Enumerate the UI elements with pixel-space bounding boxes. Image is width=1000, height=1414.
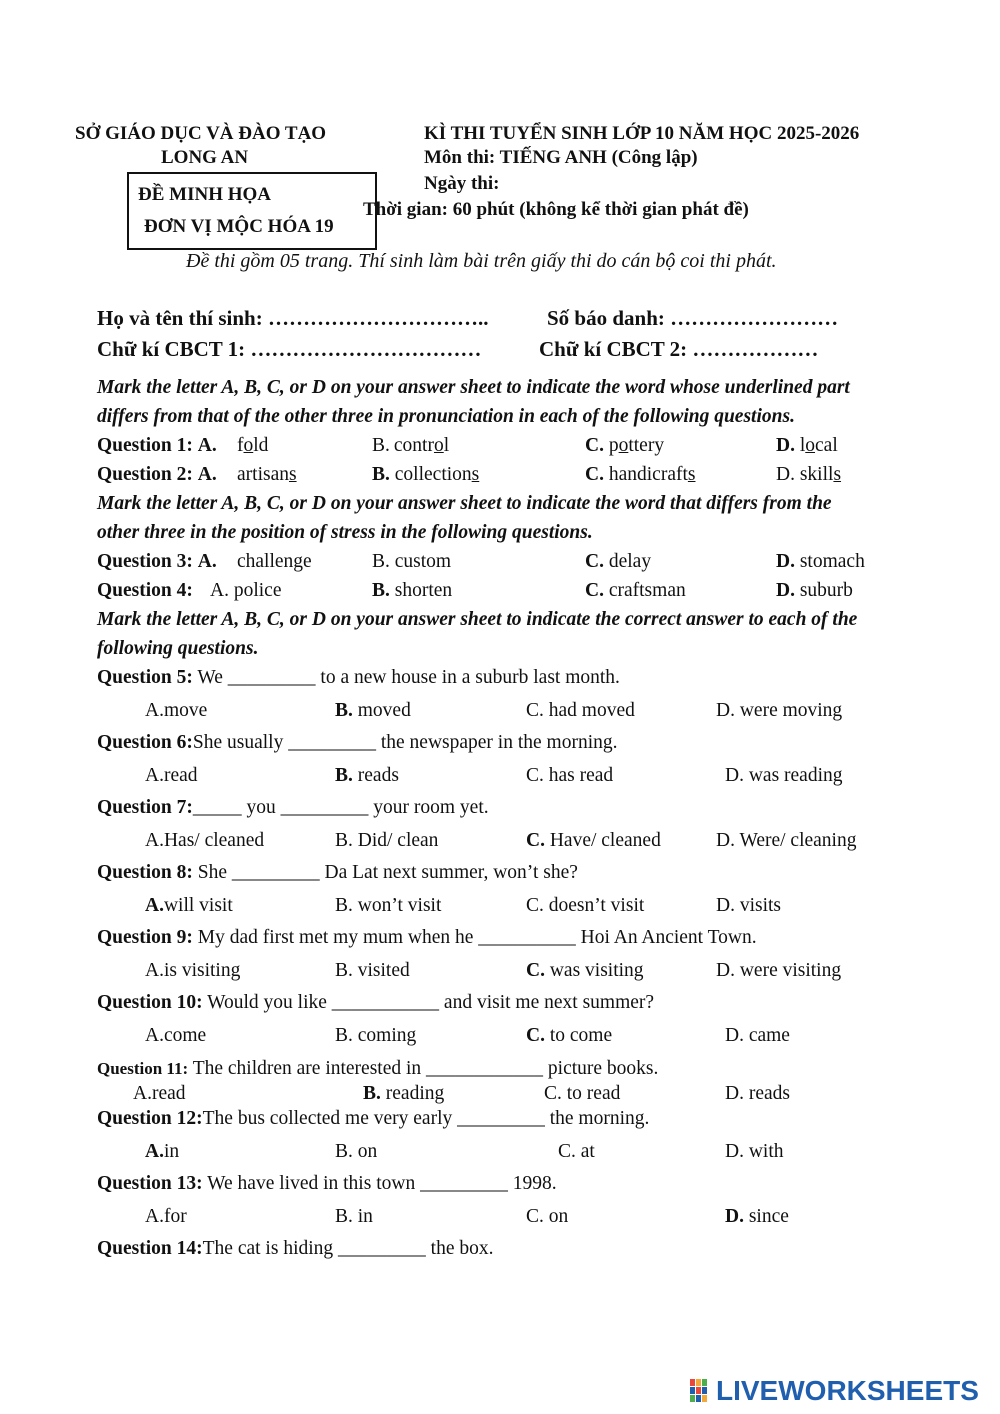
department-province: LONG AN	[161, 147, 249, 168]
q5-option-b[interactable]: B. moved	[335, 700, 411, 721]
q11-option-d[interactable]: D. reads	[725, 1083, 790, 1104]
candidate-name-line	[97, 306, 488, 331]
proctor1-signature-label: Chữ kí CBCT 1:	[97, 337, 246, 361]
candidate-name-label: Họ và tên thí sinh:	[97, 306, 263, 330]
instruction-correct-2: following questions.	[97, 638, 259, 659]
q3-option-b[interactable]: B. custom	[372, 551, 452, 572]
q2-option-b[interactable]: B. collections	[372, 464, 480, 485]
question-text: We have lived in this town _________ 1998.	[207, 1173, 557, 1194]
q2-option-c[interactable]: C. handicrafts	[585, 464, 696, 485]
question-2: Question 2: A.	[97, 464, 217, 485]
q7-option-a[interactable]: A.Has/ cleaned	[145, 830, 265, 851]
question-5	[97, 667, 620, 689]
question-text: She usually _________ the newspaper in the morning.	[192, 732, 618, 753]
q9-option-c[interactable]: C. was visiting	[526, 960, 644, 981]
q11-option-c[interactable]: C. to read	[544, 1083, 621, 1104]
question-4	[97, 580, 193, 602]
q8-option-d[interactable]: D. visits	[716, 895, 782, 916]
question-label: Question 13:	[97, 1173, 203, 1194]
question-14	[97, 1238, 493, 1260]
question-8	[97, 862, 578, 884]
question-text: The cat is hiding _________ the box.	[202, 1238, 494, 1259]
exam-time: Thời gian: 60 phút (không kể thời gian phát đề)	[363, 199, 749, 220]
q10-option-b[interactable]: B. coming	[335, 1025, 417, 1046]
candidate-name-field[interactable]: …………………………..	[267, 306, 489, 330]
q6-option-a[interactable]: A.read	[145, 765, 198, 786]
sample-exam-label: ĐỀ MINH HỌA	[138, 184, 271, 205]
candidate-number-field[interactable]: ……………………	[670, 306, 839, 330]
question-9	[97, 927, 757, 949]
question-12	[97, 1108, 649, 1130]
instruction-pronunciation-2: differs from that of the other three in pronunciation in each of the following questions.	[97, 406, 795, 427]
q8-option-a[interactable]: A.will visit	[145, 895, 233, 916]
question-label: Question 4:	[97, 580, 193, 601]
question-3: Question 3: A.	[97, 551, 217, 572]
q9-option-a[interactable]: A.is visiting	[145, 960, 241, 981]
q2-option-a[interactable]: artisans	[237, 464, 297, 485]
sample-exam-unit: ĐƠN VỊ MỘC HÓA 19	[144, 216, 334, 237]
q8-option-c[interactable]: C. doesn’t visit	[526, 895, 645, 916]
question-text: The children are interested in ____________ picture books.	[192, 1058, 659, 1079]
exam-date: Ngày thi:	[424, 173, 500, 194]
department-name: SỞ GIÁO DỤC VÀ ĐÀO TẠO	[75, 123, 327, 144]
proctor1-signature-field[interactable]: ……………………………	[250, 337, 482, 361]
question-10	[97, 992, 654, 1014]
liveworksheets-logo-text: LIVEWORKSHEETS	[716, 1375, 979, 1406]
q7-option-c[interactable]: C. Have/ cleaned	[526, 830, 661, 851]
question-text: The bus collected me very early _________ the morning.	[202, 1108, 650, 1129]
q4-option-b[interactable]: B. shorten	[372, 580, 453, 601]
q1-option-d[interactable]: D. local	[776, 435, 838, 456]
proctor2-signature-line	[539, 337, 818, 362]
q12-option-b[interactable]: B. on	[335, 1141, 378, 1162]
question-label: Question 5:	[97, 667, 193, 688]
question-label: Question 9:	[97, 927, 193, 948]
question-label: Question 1:	[97, 435, 193, 456]
question-label: Question 6:	[97, 732, 193, 753]
question-text: _____ you _________ your room yet.	[192, 797, 489, 818]
q12-option-a[interactable]: A.in	[145, 1141, 180, 1162]
q6-option-d[interactable]: D. was reading	[725, 765, 843, 786]
liveworksheets-logo-icon	[690, 1379, 712, 1403]
question-label: Question 14:	[97, 1238, 203, 1259]
q10-option-d[interactable]: D. came	[725, 1025, 790, 1046]
question-13	[97, 1173, 557, 1195]
proctor1-signature-line	[97, 337, 481, 362]
question-label: Question 12:	[97, 1108, 203, 1129]
q5-option-a[interactable]: A.move	[145, 700, 208, 721]
liveworksheets-logo[interactable]	[690, 1374, 990, 1406]
question-text: Would you like ___________ and visit me next summer?	[207, 992, 655, 1013]
question-text: We _________ to a new house in a suburb last month.	[197, 667, 620, 688]
q2-option-d[interactable]: D. skills	[776, 464, 842, 485]
q12-option-d[interactable]: D. with	[725, 1141, 784, 1162]
q11-option-b[interactable]: B. reading	[363, 1083, 445, 1104]
q13-option-d[interactable]: D. since	[725, 1206, 789, 1227]
q4-option-d[interactable]: D. suburb	[776, 580, 853, 601]
q7-option-d[interactable]: D. Were/ cleaning	[716, 830, 857, 851]
q4-option-a[interactable]: A. police	[210, 580, 282, 601]
candidate-number-label: Số báo danh:	[547, 306, 665, 330]
q4-option-c[interactable]: C. craftsman	[585, 580, 686, 601]
q5-option-d[interactable]: D. were moving	[716, 700, 843, 721]
q13-option-a[interactable]: A.for	[145, 1206, 187, 1227]
question-11	[97, 1058, 658, 1080]
exam-note: Đề thi gồm 05 trang. Thí sinh làm bài trên giấy thi do cán bộ coi thi phát.	[186, 250, 777, 272]
question-label: Question 2:	[97, 464, 193, 485]
q3-option-d[interactable]: D. stomach	[776, 551, 865, 572]
question-label: Question 3:	[97, 551, 193, 572]
candidate-number-line	[547, 306, 838, 331]
q1-option-c[interactable]: C. pottery	[585, 435, 665, 456]
q3-option-a[interactable]: challenge	[237, 551, 312, 572]
question-label: Question 7:	[97, 797, 193, 818]
q7-option-b[interactable]: B. Did/ clean	[335, 830, 439, 851]
q5-option-c[interactable]: C. had moved	[526, 700, 635, 721]
instruction-stress-2: other three in the position of stress in the following questions.	[97, 522, 593, 543]
question-label: Question 8:	[97, 862, 193, 883]
q12-option-c[interactable]: C. at	[558, 1141, 595, 1162]
question-label: Question 11:	[97, 1059, 189, 1078]
question-6	[97, 732, 618, 754]
q6-option-b[interactable]: B. reads	[335, 765, 399, 786]
question-text: She _________ Da Lat next summer, won’t she?	[197, 862, 578, 883]
q9-option-d[interactable]: D. were visiting	[716, 960, 842, 981]
proctor2-signature-label: Chữ kí CBCT 2:	[539, 337, 688, 361]
question-text: My dad first met my mum when he __________ Hoi An Ancient Town.	[197, 927, 757, 948]
exam-title: KÌ THI TUYỂN SINH LỚP 10 NĂM HỌC 2025-2026	[424, 123, 860, 144]
q1-option-b[interactable]: B. control	[372, 435, 450, 456]
instruction-pronunciation-1: Mark the letter A, B, C, or D on your answer sheet to indicate the word whose underlined part	[97, 377, 850, 398]
proctor2-signature-field[interactable]: ………………	[692, 337, 819, 361]
question-1: Question 1: A.	[97, 435, 217, 456]
question-7	[97, 797, 489, 819]
q3-option-c[interactable]: C. delay	[585, 551, 652, 572]
exam-subject: Môn thi: TIẾNG ANH (Công lập)	[424, 147, 698, 168]
q9-option-b[interactable]: B. visited	[335, 960, 410, 981]
instruction-correct-1: Mark the letter A, B, C, or D on your answer sheet to indicate the correct answer to each of the	[97, 609, 858, 630]
q10-option-c[interactable]: C. to come	[526, 1025, 613, 1046]
q8-option-b[interactable]: B. won’t visit	[335, 895, 442, 916]
q6-option-c[interactable]: C. has read	[526, 765, 614, 786]
q13-option-c[interactable]: C. on	[526, 1206, 569, 1227]
instruction-stress-1: Mark the letter A, B, C, or D on your answer sheet to indicate the word that differs from the	[97, 493, 832, 514]
q13-option-b[interactable]: B. in	[335, 1206, 373, 1227]
question-label: Question 10:	[97, 992, 203, 1013]
q1-option-a[interactable]: fold	[237, 435, 269, 456]
q10-option-a[interactable]: A.come	[145, 1025, 207, 1046]
q11-option-a[interactable]: A.read	[133, 1083, 186, 1104]
